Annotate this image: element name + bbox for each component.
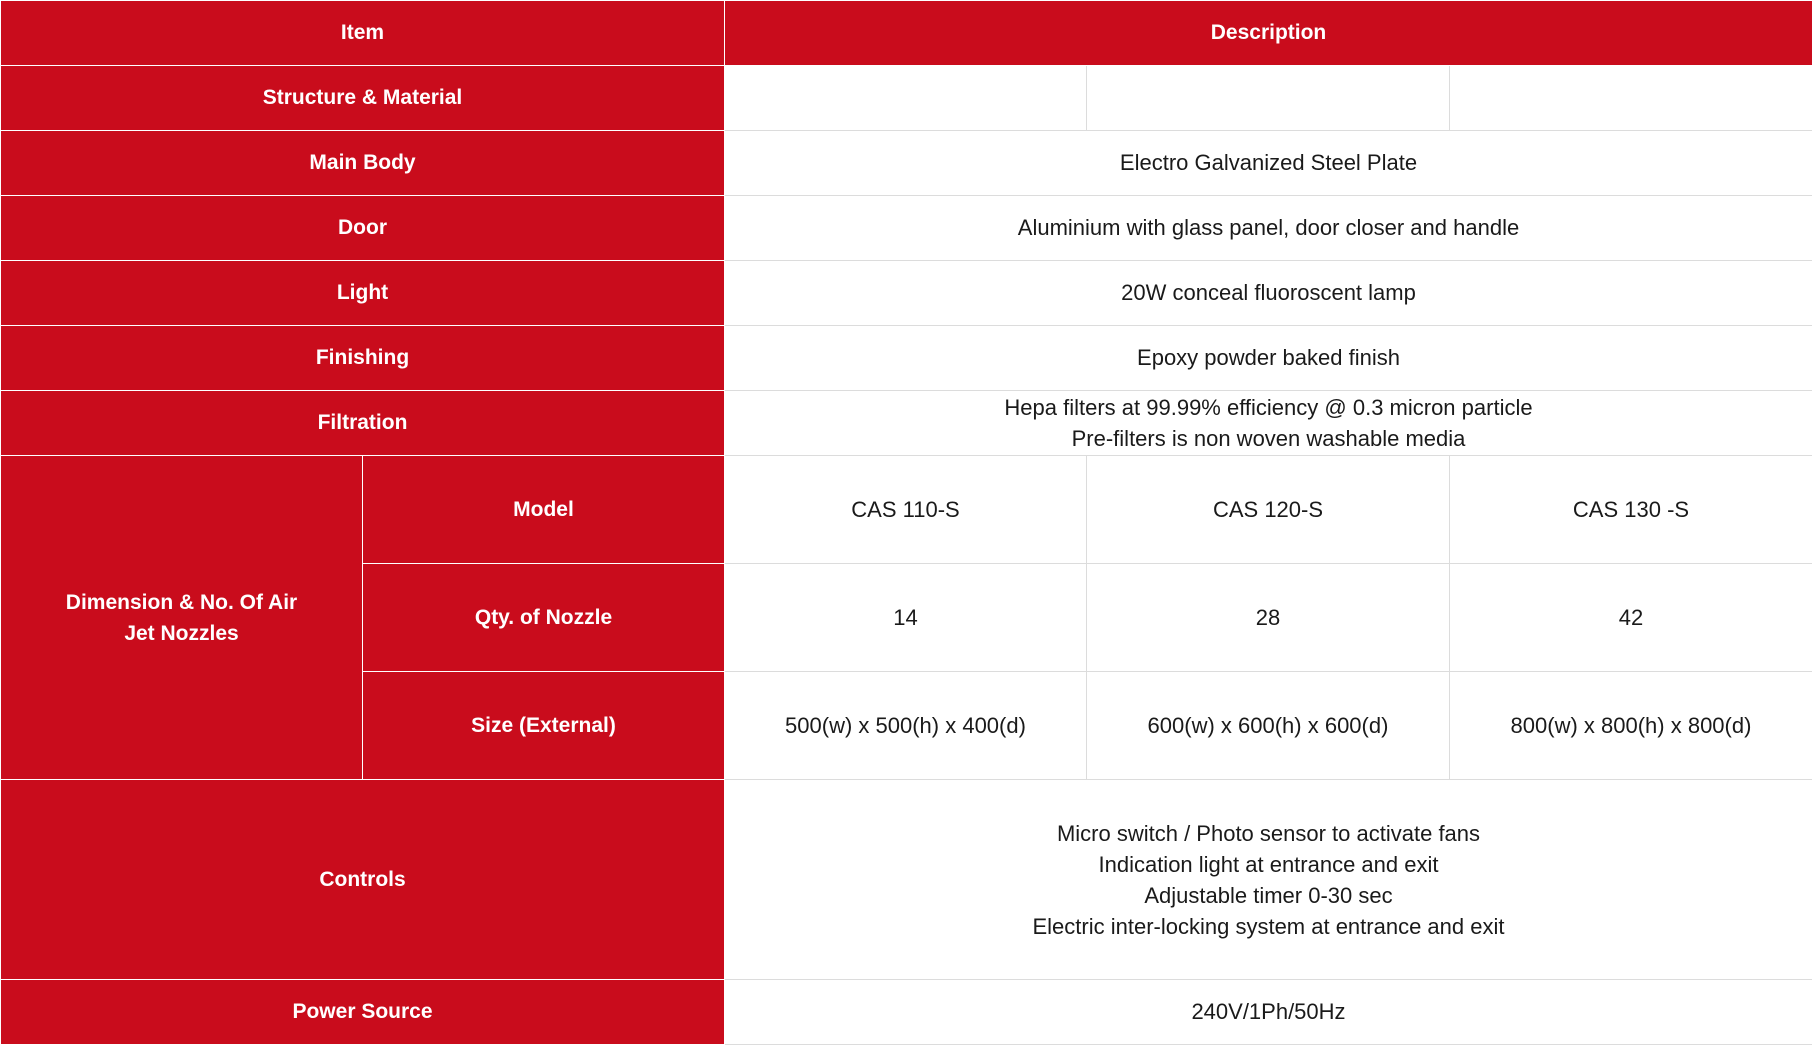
model-value: CAS 130 -S xyxy=(1450,456,1812,564)
table-row-light xyxy=(1,261,1812,326)
structure-empty-cell xyxy=(1450,66,1812,131)
table-row-model xyxy=(1,456,1812,564)
structure-label: Structure & Material xyxy=(1,66,725,131)
table-row-filtration xyxy=(1,391,1812,456)
model-label: Model xyxy=(363,456,725,564)
controls-line: Indication light at entrance and exit xyxy=(1098,851,1439,877)
model-value: CAS 120-S xyxy=(1087,456,1450,564)
size-value: 500(w) x 500(h) x 400(d) xyxy=(725,672,1087,780)
controls-value xyxy=(725,780,1812,980)
dimension-label-line: Dimension & No. Of Air xyxy=(65,590,298,614)
controls-line: Micro switch / Photo sensor to activate fans xyxy=(1056,820,1481,846)
dimension-label-line: Jet Nozzles xyxy=(124,621,239,645)
controls-line: Adjustable timer 0-30 sec xyxy=(1144,882,1393,908)
main-body-label: Main Body xyxy=(1,131,725,196)
power-value: 240V/1Ph/50Hz xyxy=(725,980,1812,1045)
size-label: Size (External) xyxy=(363,672,725,780)
dimension-label xyxy=(1,456,363,780)
header-item: Item xyxy=(1,1,725,66)
filtration-line: Pre-filters is non woven washable media xyxy=(1071,426,1466,451)
power-label: Power Source xyxy=(1,980,725,1045)
structure-empty-cell xyxy=(1087,66,1450,131)
header-description: Description xyxy=(725,1,1812,66)
filtration-value xyxy=(725,391,1812,456)
light-label: Light xyxy=(1,261,725,326)
qty-label: Qty. of Nozzle xyxy=(363,564,725,672)
size-value: 600(w) x 600(h) x 600(d) xyxy=(1087,672,1450,780)
filtration-label: Filtration xyxy=(1,391,725,456)
door-label: Door xyxy=(1,196,725,261)
qty-value: 42 xyxy=(1450,564,1812,672)
door-value: Aluminium with glass panel, door closer and handle xyxy=(725,196,1812,261)
light-value: 20W conceal fluoroscent lamp xyxy=(725,261,1812,326)
size-value: 800(w) x 800(h) x 800(d) xyxy=(1450,672,1812,780)
table-row-door xyxy=(1,196,1812,261)
table-row-main-body xyxy=(1,131,1812,196)
controls-label: Controls xyxy=(1,780,725,980)
model-value: CAS 110-S xyxy=(725,456,1087,564)
table-row-structure xyxy=(1,66,1812,131)
table-row-power xyxy=(1,980,1812,1045)
finishing-value: Epoxy powder baked finish xyxy=(725,326,1812,391)
controls-line: Electric inter-locking system at entrance and exit xyxy=(1032,913,1505,939)
header-row xyxy=(1,1,1812,66)
table-row-controls xyxy=(1,780,1812,980)
qty-value: 14 xyxy=(725,564,1087,672)
table-row-finishing xyxy=(1,326,1812,391)
finishing-label: Finishing xyxy=(1,326,725,391)
filtration-line: Hepa filters at 99.99% efficiency @ 0.3 micron particle xyxy=(1004,395,1533,420)
main-body-value: Electro Galvanized Steel Plate xyxy=(725,131,1812,196)
structure-empty-cell xyxy=(725,66,1087,131)
qty-value: 28 xyxy=(1087,564,1450,672)
